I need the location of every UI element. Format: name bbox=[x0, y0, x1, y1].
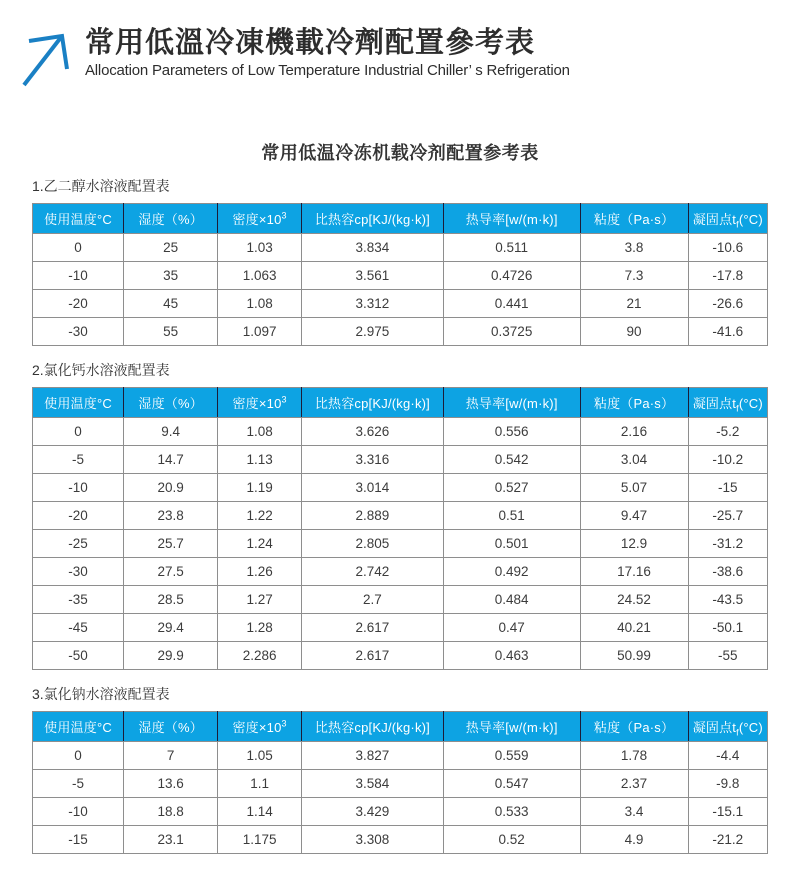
table-cell: 40.21 bbox=[580, 614, 688, 642]
table-cell: 2.805 bbox=[301, 530, 443, 558]
column-header: 使用温度°C bbox=[33, 388, 124, 418]
table-cell: -50.1 bbox=[688, 614, 767, 642]
table-cell: -41.6 bbox=[688, 318, 767, 346]
column-header: 使用温度°C bbox=[33, 204, 124, 234]
table-cell: -4.4 bbox=[688, 742, 767, 770]
document-title: 常用低温冷冻机载冷剂配置参考表 bbox=[261, 143, 539, 163]
table-cell: 1.097 bbox=[218, 318, 302, 346]
table-cell: -10.6 bbox=[688, 234, 767, 262]
section-label-calcium-chloride: 2.氯化钙水溶液配置表 bbox=[32, 362, 170, 378]
table-cell: 9.47 bbox=[580, 502, 688, 530]
table-cell: 3.316 bbox=[301, 446, 443, 474]
column-header: 粘度（Pa·s） bbox=[580, 712, 688, 742]
table-cell: 3.04 bbox=[580, 446, 688, 474]
column-header: 比热容cp[KJ/(kg·k)] bbox=[301, 204, 443, 234]
table-cell: 0.559 bbox=[443, 742, 580, 770]
column-header: 凝固点$t_f(^\circ C)$ bbox=[688, 712, 767, 742]
table-cell: -5 bbox=[33, 770, 124, 798]
table-cell: 2.7 bbox=[301, 586, 443, 614]
table-cell: 0.501 bbox=[443, 530, 580, 558]
table-cell: 3.561 bbox=[301, 262, 443, 290]
brand-text bbox=[85, 26, 570, 79]
table-cell: -15 bbox=[688, 474, 767, 502]
page-subtitle: Allocation Parameters of Low Temperature Industrial Chiller’ s Refrigeration bbox=[85, 62, 570, 79]
column-header: 凝固点$t_f(^\circ C)$ bbox=[688, 388, 767, 418]
table-cell: -20 bbox=[33, 290, 124, 318]
table-header-row bbox=[33, 388, 768, 418]
table-cell: -20 bbox=[33, 502, 124, 530]
table-cell: 28.5 bbox=[124, 586, 218, 614]
table-row bbox=[33, 234, 768, 262]
table-cell: 35 bbox=[124, 262, 218, 290]
column-header: 使用温度°C bbox=[33, 712, 124, 742]
table-cell: -21.2 bbox=[688, 826, 767, 854]
table-cell: 0.527 bbox=[443, 474, 580, 502]
table-row bbox=[33, 558, 768, 586]
table-cell: 1.24 bbox=[218, 530, 302, 558]
column-header: 密度$\times 10^3$ bbox=[218, 712, 302, 742]
table-cell: 23.8 bbox=[124, 502, 218, 530]
table-cell: -10 bbox=[33, 474, 124, 502]
column-header: 比热容cp[KJ/(kg·k)] bbox=[301, 388, 443, 418]
column-header: 凝固点$t_f(^\circ C)$ bbox=[688, 204, 767, 234]
table-header-row bbox=[33, 204, 768, 234]
column-header: 湿度（%） bbox=[124, 712, 218, 742]
table-cell: 29.4 bbox=[124, 614, 218, 642]
table-cell: 3.312 bbox=[301, 290, 443, 318]
table-cell: 1.13 bbox=[218, 446, 302, 474]
table-cell: 0.533 bbox=[443, 798, 580, 826]
table-cell: 12.9 bbox=[580, 530, 688, 558]
table-row bbox=[33, 418, 768, 446]
table-cell: -45 bbox=[33, 614, 124, 642]
table-row bbox=[33, 826, 768, 854]
column-header: 湿度（%） bbox=[124, 388, 218, 418]
table-cell: 0.441 bbox=[443, 290, 580, 318]
table-sodium-chloride bbox=[32, 711, 768, 854]
table-row bbox=[33, 530, 768, 558]
table-row bbox=[33, 474, 768, 502]
column-header: 热导率[w/(m·k)] bbox=[443, 204, 580, 234]
table-cell: 2.617 bbox=[301, 614, 443, 642]
table-cell: 0.47 bbox=[443, 614, 580, 642]
table-cell: -31.2 bbox=[688, 530, 767, 558]
table-cell: 1.063 bbox=[218, 262, 302, 290]
table-cell: 1.28 bbox=[218, 614, 302, 642]
table-cell: 3.308 bbox=[301, 826, 443, 854]
table-cell: -25.7 bbox=[688, 502, 767, 530]
table-cell: 1.26 bbox=[218, 558, 302, 586]
table-cell: 0.51 bbox=[443, 502, 580, 530]
table-cell: 45 bbox=[124, 290, 218, 318]
table-cell: 1.175 bbox=[218, 826, 302, 854]
table-cell: 27.5 bbox=[124, 558, 218, 586]
table-cell: 3.827 bbox=[301, 742, 443, 770]
table-cell: 0.547 bbox=[443, 770, 580, 798]
table-cell: 2.37 bbox=[580, 770, 688, 798]
table-cell: 3.626 bbox=[301, 418, 443, 446]
section-label-ethylene-glycol: 1.乙二醇水溶液配置表 bbox=[32, 178, 170, 194]
table-cell: 25.7 bbox=[124, 530, 218, 558]
table-cell: 1.1 bbox=[218, 770, 302, 798]
table-cell: -26.6 bbox=[688, 290, 767, 318]
table-cell: 2.16 bbox=[580, 418, 688, 446]
table-cell: 3.834 bbox=[301, 234, 443, 262]
table-cell: 1.03 bbox=[218, 234, 302, 262]
table-cell: 0.463 bbox=[443, 642, 580, 670]
table-row bbox=[33, 290, 768, 318]
table-cell: 25 bbox=[124, 234, 218, 262]
column-header: 热导率[w/(m·k)] bbox=[443, 712, 580, 742]
table-cell: 1.08 bbox=[218, 290, 302, 318]
column-header: 湿度（%） bbox=[124, 204, 218, 234]
table-cell: 14.7 bbox=[124, 446, 218, 474]
table-row bbox=[33, 614, 768, 642]
table-cell: 29.9 bbox=[124, 642, 218, 670]
table-cell: -30 bbox=[33, 558, 124, 586]
document-content bbox=[32, 139, 768, 854]
table-cell: 3.4 bbox=[580, 798, 688, 826]
table-calcium-chloride bbox=[32, 387, 768, 670]
table-cell: 0.52 bbox=[443, 826, 580, 854]
table-cell: 0 bbox=[33, 234, 124, 262]
table-cell: 2.617 bbox=[301, 642, 443, 670]
page-title: 常用低溫冷凍機載冷劑配置參考表 bbox=[85, 27, 536, 59]
table-cell: 0.3725 bbox=[443, 318, 580, 346]
table-cell: -35 bbox=[33, 586, 124, 614]
table-cell: 1.14 bbox=[218, 798, 302, 826]
table-cell: -50 bbox=[33, 642, 124, 670]
table-cell: 20.9 bbox=[124, 474, 218, 502]
column-header: 比热容cp[KJ/(kg·k)] bbox=[301, 712, 443, 742]
table-cell: 0.542 bbox=[443, 446, 580, 474]
table-cell: 7.3 bbox=[580, 262, 688, 290]
column-header: 粘度（Pa·s） bbox=[580, 388, 688, 418]
table-cell: -10.2 bbox=[688, 446, 767, 474]
table-cell: 1.19 bbox=[218, 474, 302, 502]
table-row bbox=[33, 742, 768, 770]
table-cell: 3.584 bbox=[301, 770, 443, 798]
table-cell: 1.78 bbox=[580, 742, 688, 770]
table-cell: 0.484 bbox=[443, 586, 580, 614]
table-cell: 24.52 bbox=[580, 586, 688, 614]
table-cell: 2.742 bbox=[301, 558, 443, 586]
table-row bbox=[33, 642, 768, 670]
table-cell: 2.975 bbox=[301, 318, 443, 346]
table-cell: -5.2 bbox=[688, 418, 767, 446]
table-cell: 9.4 bbox=[124, 418, 218, 446]
table-cell: -15.1 bbox=[688, 798, 767, 826]
table-cell: -5 bbox=[33, 446, 124, 474]
table-row bbox=[33, 502, 768, 530]
column-header: 密度$\times 10^3$ bbox=[218, 388, 302, 418]
table-cell: 0 bbox=[33, 742, 124, 770]
table-cell: 50.99 bbox=[580, 642, 688, 670]
table-cell: 1.05 bbox=[218, 742, 302, 770]
table-row bbox=[33, 446, 768, 474]
table-cell: -55 bbox=[688, 642, 767, 670]
table-cell: 7 bbox=[124, 742, 218, 770]
table-cell: 3.429 bbox=[301, 798, 443, 826]
table-cell: 3.014 bbox=[301, 474, 443, 502]
table-cell: -10 bbox=[33, 798, 124, 826]
table-cell: -10 bbox=[33, 262, 124, 290]
table-cell: 17.16 bbox=[580, 558, 688, 586]
table-cell: 90 bbox=[580, 318, 688, 346]
table-cell: -43.5 bbox=[688, 586, 767, 614]
table-cell: 18.8 bbox=[124, 798, 218, 826]
table-cell: 0.492 bbox=[443, 558, 580, 586]
table-cell: 21 bbox=[580, 290, 688, 318]
section-label-sodium-chloride: 3.氯化钠水溶液配置表 bbox=[32, 686, 170, 702]
table-cell: 23.1 bbox=[124, 826, 218, 854]
table-row bbox=[33, 798, 768, 826]
column-header: 热导率[w/(m·k)] bbox=[443, 388, 580, 418]
table-cell: 1.27 bbox=[218, 586, 302, 614]
table-cell: 2.889 bbox=[301, 502, 443, 530]
table-ethylene-glycol bbox=[32, 203, 768, 346]
table-cell: 0.511 bbox=[443, 234, 580, 262]
table-cell: -25 bbox=[33, 530, 124, 558]
table-cell: -15 bbox=[33, 826, 124, 854]
table-cell: -9.8 bbox=[688, 770, 767, 798]
brand-header bbox=[0, 0, 790, 93]
table-cell: 13.6 bbox=[124, 770, 218, 798]
table-cell: 2.286 bbox=[218, 642, 302, 670]
table-cell: 55 bbox=[124, 318, 218, 346]
table-cell: -17.8 bbox=[688, 262, 767, 290]
column-header: 粘度（Pa·s） bbox=[580, 204, 688, 234]
table-cell: 0.4726 bbox=[443, 262, 580, 290]
table-row bbox=[33, 318, 768, 346]
arrow-up-right-icon bbox=[16, 28, 70, 93]
table-cell: -38.6 bbox=[688, 558, 767, 586]
table-header-row bbox=[33, 712, 768, 742]
table-cell: 3.8 bbox=[580, 234, 688, 262]
table-cell: -30 bbox=[33, 318, 124, 346]
table-cell: 1.08 bbox=[218, 418, 302, 446]
column-header: 密度$\times 10^3$ bbox=[218, 204, 302, 234]
table-cell: 5.07 bbox=[580, 474, 688, 502]
table-cell: 1.22 bbox=[218, 502, 302, 530]
table-row bbox=[33, 262, 768, 290]
table-cell: 4.9 bbox=[580, 826, 688, 854]
table-row bbox=[33, 770, 768, 798]
table-row bbox=[33, 586, 768, 614]
table-cell: 0 bbox=[33, 418, 124, 446]
table-cell: 0.556 bbox=[443, 418, 580, 446]
